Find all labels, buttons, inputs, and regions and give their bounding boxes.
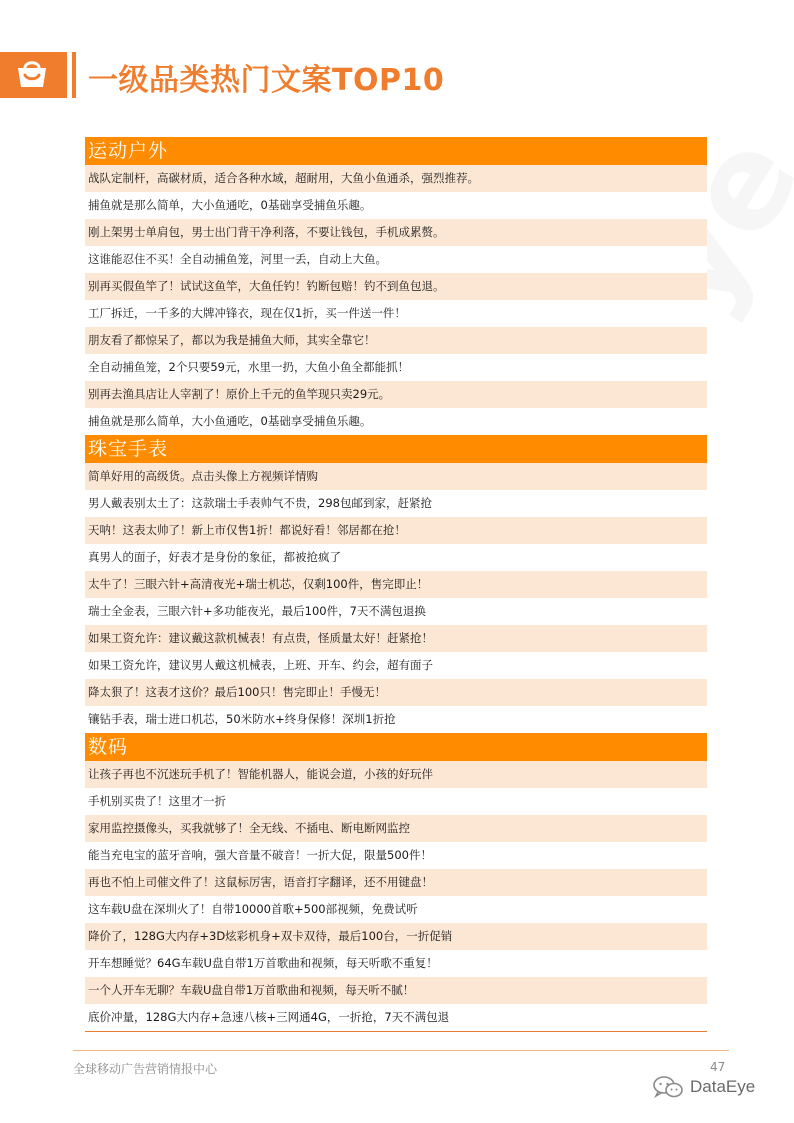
table-row: 再也不怕上司催文件了！这鼠标厉害，语音打字翻译，还不用键盘！ <box>85 869 707 896</box>
table-row: 降价了，128G大内存+3D炫彩机身+双卡双待，最后100台，一折促销 <box>85 923 707 950</box>
table-row: 全自动捕鱼笼，2个只要59元，水里一扔，大鱼小鱼全都能抓！ <box>85 354 707 381</box>
table-row: 家用监控摄像头，买我就够了！全无线、不插电、断电断网监控 <box>85 815 707 842</box>
copy-table <box>85 137 707 1032</box>
category-section <box>85 733 707 1032</box>
page-number: 47 <box>710 1060 726 1074</box>
table-row: 男人戴表别太土了：这款瑞士手表帅气不贵，298包邮到家，赶紧抢 <box>85 490 707 517</box>
category-header: 数码 <box>85 733 707 761</box>
category-header: 珠宝手表 <box>85 435 707 463</box>
logo-badge <box>0 52 70 98</box>
table-row: 刚上架男士单肩包，男士出门背干净利落，不要让钱包，手机成累赘。 <box>85 219 707 246</box>
category-header: 运动户外 <box>85 137 707 165</box>
table-row: 手机别买贵了！这里才一折 <box>85 788 707 815</box>
category-section <box>85 137 707 435</box>
shopping-bag-icon <box>14 58 50 90</box>
table-row: 捕鱼就是那么简单，大小鱼通吃，0基础享受捕鱼乐趣。 <box>85 408 707 435</box>
wechat-icon <box>652 1075 684 1099</box>
table-row: 能当充电宝的蓝牙音响，强大音量不破音！一折大促，限量500件！ <box>85 842 707 869</box>
table-row: 如果工资允许，建议男人戴这机械表，上班、开车、约会，超有面子 <box>85 652 707 679</box>
footer-divider <box>73 1050 729 1051</box>
table-row: 镶钻手表，瑞士进口机芯，50米防水+终身保修！深圳1折抢 <box>85 706 707 733</box>
table-row: 开车想睡觉？64G车载U盘自带1万首歌曲和视频，每天听歌不重复！ <box>85 950 707 977</box>
table-row: 简单好用的高级货。点击头像上方视频详情购 <box>85 463 707 490</box>
table-row: 战队定制杆，高碳材质，适合各种水域，超耐用，大鱼小鱼通杀，强烈推荐。 <box>85 165 707 192</box>
table-row: 真男人的面子，好表才是身份的象征，都被抢疯了 <box>85 544 707 571</box>
title-bar <box>0 52 794 98</box>
table-row: 别再去渔具店让人宰割了！原价上千元的鱼竿现只卖29元。 <box>85 381 707 408</box>
table-row: 这车载U盘在深圳火了！自带10000首歌+500部视频，免费试听 <box>85 896 707 923</box>
table-row: 工厂拆迁，一千多的大牌冲锋衣，现在仅1折，买一件送一件！ <box>85 300 707 327</box>
footer-brand <box>652 1074 755 1100</box>
page-title: 一级品类热门文案TOP10 <box>88 63 445 98</box>
table-row: 让孩子再也不沉迷玩手机了！智能机器人，能说会道，小孩的好玩伴 <box>85 761 707 788</box>
footer-source: 全球移动广告营销情报中心 <box>73 1062 218 1076</box>
table-row: 如果工资允许：建议戴这款机械表！有点贵，怪质量太好！赶紧抢！ <box>85 625 707 652</box>
table-row: 降太狠了！这表才这价？最后100只！售完即止！手慢无！ <box>85 679 707 706</box>
table-row: 天呐！这表太帅了！新上市仅售1折！都说好看！邻居都在抢！ <box>85 517 707 544</box>
table-row: 这谁能忍住不买！全自动捕鱼笼，河里一丢，自动上大鱼。 <box>85 246 707 273</box>
table-row: 太牛了！三眼六针+高清夜光+瑞士机芯，仅剩100件，售完即止！ <box>85 571 707 598</box>
table-row: 一个人开车无聊？车载U盘自带1万首歌曲和视频，每天听不腻！ <box>85 977 707 1004</box>
footer-brand-name: DataEye <box>690 1077 756 1096</box>
title-accent-bar <box>72 52 76 98</box>
table-row: 捕鱼就是那么简单，大小鱼通吃，0基础享受捕鱼乐趣。 <box>85 192 707 219</box>
table-row: 朋友看了都惊呆了，都以为我是捕鱼大师，其实全靠它！ <box>85 327 707 354</box>
table-row: 别再买假鱼竿了！试试这鱼竿，大鱼任钓！钓断包赔！钓不到鱼包退。 <box>85 273 707 300</box>
table-row: 瑞士全金表，三眼六针+多功能夜光，最后100件，7天不满包退换 <box>85 598 707 625</box>
category-section <box>85 435 707 733</box>
table-row: 底价冲量，128G大内存+急速八核+三网通4G，一折抢，7天不满包退 <box>85 1004 707 1032</box>
